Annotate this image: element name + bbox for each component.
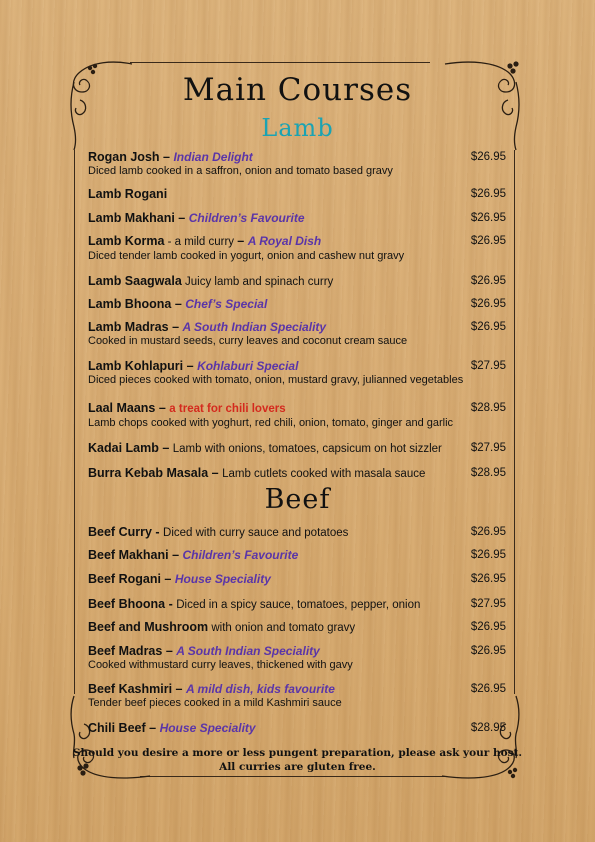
item-price: $26.95 (470, 549, 506, 561)
item-price: $26.95 (470, 212, 506, 224)
item-separator: - (151, 525, 164, 539)
item-name: Lamb Kohlapuri (88, 359, 184, 373)
item-separator: – (172, 682, 186, 696)
item-separator: – (162, 644, 177, 658)
item-name: Beef and Mushroom (88, 620, 209, 634)
item-separator: – (155, 401, 170, 415)
item-note: Children’s Favourite (188, 211, 305, 225)
section-heading-lamb: Lamb (261, 114, 334, 142)
item-price: $26.95 (470, 151, 506, 163)
item-separator: – (160, 572, 175, 586)
item-description: Diced lamb cooked in a saffron, onion and tomato based gravy (88, 165, 393, 177)
item-separator: – (208, 466, 223, 480)
item-description: Tender beef pieces cooked in a mild Kashmiri sauce (88, 697, 342, 709)
item-name: Beef Bhoona (88, 597, 166, 611)
menu-item (88, 644, 506, 672)
item-name: Chili Beef (88, 721, 146, 735)
item-price: $26.95 (470, 298, 506, 310)
item-description: Diced pieces cooked with tomato, onion, mustard gravy, julianned vegetables (88, 374, 464, 386)
item-name: Burra Kebab Masala (88, 466, 209, 480)
item-price: $28.95 (470, 722, 506, 734)
menu-item (88, 187, 506, 202)
item-description: Cooked withmustard curry leaves, thickened with gavy (88, 659, 353, 671)
item-separator: – (174, 211, 189, 225)
item-inline-text: Lamb cutlets cooked with masala sauce (222, 468, 426, 480)
item-name: Lamb Saagwala (88, 274, 182, 288)
menu-item (88, 620, 506, 636)
item-description: Lamb chops cooked with yoghurt, red chili, onion, tomato, ginger and garlic (88, 417, 454, 429)
item-separator: – (171, 297, 186, 311)
item-separator: – (145, 721, 160, 735)
item-name: Lamb Bhoona (88, 297, 172, 311)
item-name: Laal Maans (88, 401, 156, 415)
right-border-line (514, 150, 515, 694)
item-separator: – (159, 150, 174, 164)
page-title: Main Courses (182, 72, 413, 108)
item-name: Lamb Rogani (88, 187, 168, 201)
item-note: A South Indian Speciality (176, 644, 320, 658)
item-separator: - (165, 597, 177, 611)
item-price: $28.95 (470, 402, 506, 414)
item-price: $27.95 (470, 442, 506, 454)
item-price: $26.95 (470, 573, 506, 585)
left-border-line (74, 150, 75, 694)
item-price: $28.95 (470, 467, 506, 479)
menu-item (88, 297, 506, 312)
item-name: Beef Madras (88, 644, 163, 658)
item-price: $26.95 (470, 235, 506, 247)
menu-item (88, 359, 506, 387)
footer-line-1: Should you desire a more or less pungent preparation, please ask your host. (72, 747, 523, 759)
item-note: a treat for chili lovers (169, 403, 286, 415)
menu-item (88, 234, 506, 263)
section-heading-beef: Beef (264, 484, 331, 515)
item-inline-text: - a mild curry (164, 236, 238, 248)
item-note: Chef’s Special (185, 297, 268, 311)
item-price: $26.95 (470, 645, 506, 657)
item-separator: – (237, 234, 248, 248)
item-description: Cooked in mustard seeds, curry leaves and coconut cream sauce (88, 335, 408, 347)
item-name: Rogan Josh (88, 150, 160, 164)
item-name: Beef Kashmiri (88, 682, 173, 696)
item-note: A mild dish, kids favourite (185, 682, 335, 696)
item-note: House Speciality (159, 721, 256, 735)
item-note: A South Indian Speciality (182, 320, 327, 334)
item-name: Beef Rogani (88, 572, 161, 586)
item-name: Lamb Madras (88, 320, 169, 334)
item-note: Kohlaburi Special (197, 359, 299, 373)
item-name: Kadai Lamb (88, 441, 159, 455)
menu-item (88, 525, 506, 541)
item-inline-text: Diced with curry sauce and potatoes (163, 527, 349, 539)
menu-item (88, 441, 506, 457)
item-name: Lamb Makhani (88, 211, 175, 225)
item-name: Beef Makhani (88, 548, 169, 562)
item-separator: – (183, 359, 198, 373)
menu-item (88, 211, 506, 226)
item-separator: – (168, 548, 183, 562)
menu-item (88, 572, 506, 587)
menu-item (88, 320, 506, 348)
menu-item (88, 274, 506, 290)
item-price: $26.95 (470, 526, 506, 538)
item-price: $26.95 (470, 621, 506, 633)
menu-item (88, 401, 506, 430)
item-inline-text: Diced in a spicy sauce, tomatoes, pepper, onion (176, 599, 421, 611)
item-price: $26.95 (470, 321, 506, 333)
item-note: A Royal Dish (247, 234, 322, 248)
menu-item (88, 682, 506, 710)
item-note: House Speciality (174, 572, 271, 586)
item-price: $26.95 (470, 683, 506, 695)
item-name: Lamb Korma (88, 234, 165, 248)
item-price: $27.95 (470, 598, 506, 610)
menu-item (88, 597, 506, 613)
top-border-line (130, 62, 430, 63)
item-inline-text: Juicy lamb and spinach curry (181, 276, 334, 288)
item-inline-text: with onion and tomato gravy (208, 622, 356, 634)
item-name: Beef Curry (88, 525, 152, 539)
bottom-border-line (140, 776, 445, 777)
item-inline-text: Lamb with onions, tomatoes, capsicum on hot sizzler (172, 443, 442, 455)
menu-item (88, 150, 506, 178)
menu-item (88, 721, 506, 736)
footer-note (0, 746, 595, 774)
item-price: $26.95 (470, 188, 506, 200)
item-description: Diced tender lamb cooked in yogurt, onion and cashew nut gravy (88, 250, 405, 262)
item-note: Children’s Favourite (182, 548, 299, 562)
menu-item (88, 548, 506, 563)
item-price: $26.95 (470, 275, 506, 287)
item-note: Indian Delight (173, 150, 253, 164)
item-separator: – (168, 320, 183, 334)
footer-line-2: All curries are gluten free. (219, 761, 376, 773)
menu-item (88, 466, 506, 482)
item-price: $27.95 (470, 360, 506, 372)
item-separator: – (158, 441, 173, 455)
